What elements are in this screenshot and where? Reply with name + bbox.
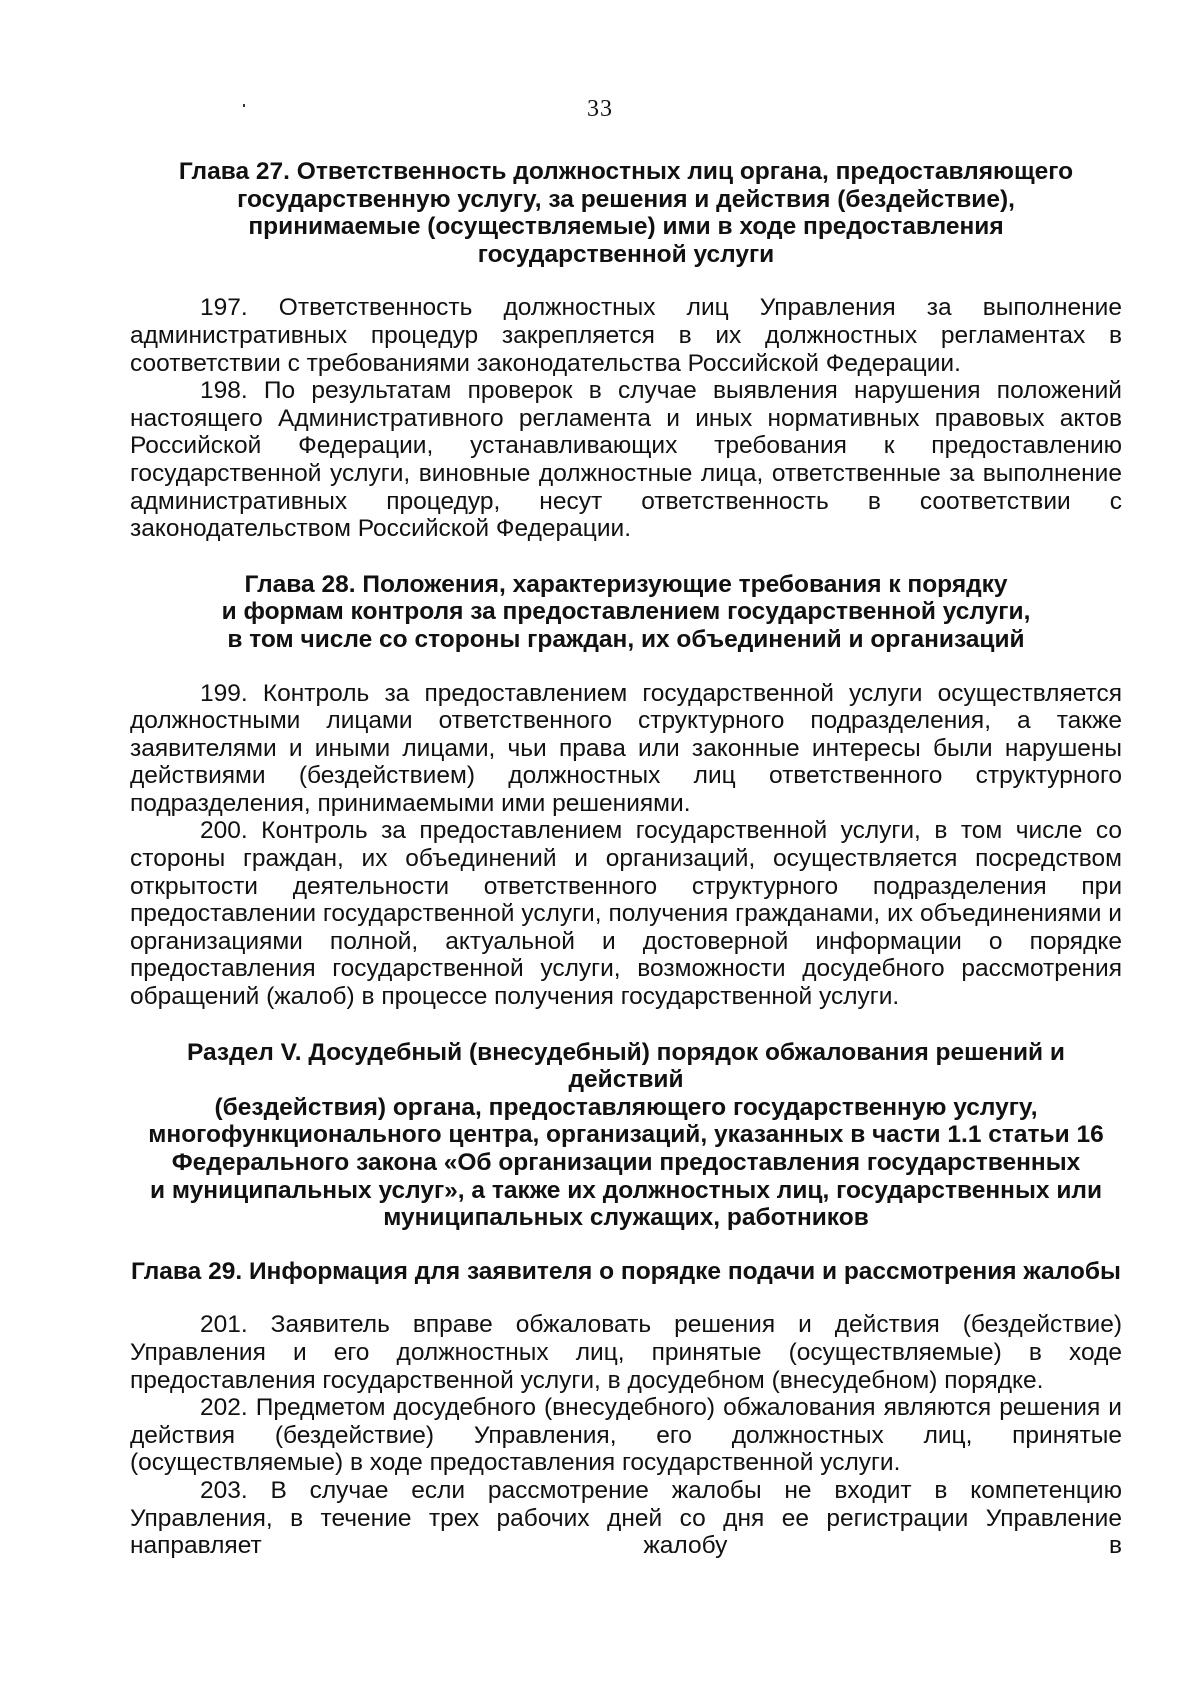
chapter-29-heading <box>130 1258 1122 1286</box>
page-number: 33 <box>587 96 613 122</box>
paragraph-198: 198. По результатам проверок в случае выявления нарушения положений настоящего Административного регламента и иных нормативных правовых актов Российской Федерации, устанавливающих требования к предоставлению государственной услуги, виновные должностные лица, ответственные за выполнение административных процедур, несут ответственность в соответствии с законодательством Российской Федерации. <box>130 377 1122 543</box>
document-body <box>130 158 1122 1560</box>
heading-line: Федерального закона «Об организации предоставления государственных <box>171 1149 1081 1176</box>
paragraph-197: 197. Ответственность должностных лиц Управления за выполнение административных процедур закрепляется в их должностных регламентах в соответствии с требованиями законодательства Российской Федерации. <box>130 294 1122 377</box>
paragraph-201: 201. Заявитель вправе обжаловать решения и действия (бездействие) Управления и его должностных лиц, принятые (осуществляемые) в ходе предоставления государственной услуги, в досудебном (внесудебном) порядке. <box>130 1311 1122 1394</box>
heading-line: Глава 29. Информация для заявителя о порядке подачи и рассмотрения жалобы <box>131 1257 1121 1285</box>
chapter-27-heading <box>130 158 1122 268</box>
heading-line: государственную услугу, за решения и действия (бездействие), <box>237 185 1015 213</box>
heading-line: (бездействия) органа, предоставляющего государственную услугу, <box>214 1093 1038 1121</box>
heading-line: Глава 28. Положения, характеризующие требования к порядку <box>244 570 1008 598</box>
chapter-28-heading <box>130 571 1122 654</box>
heading-line: в том числе со стороны граждан, их объединений и организаций <box>227 625 1025 653</box>
heading-line: многофункционального центра, организаций, указанных в части 1.1 статьи 16 <box>148 1121 1104 1149</box>
paragraph-203: 203. В случае если рассмотрение жалобы не входит в компетенцию Управления, в течение трех рабочих дней со дня ее регистрации Управление направляет жалобу в <box>130 1476 1122 1560</box>
heading-line: и муниципальных услуг», а также их должностных лиц, государственных или <box>149 1176 1103 1204</box>
paragraph-199: 199. Контроль за предоставлением государственной услуги осуществляется должностными лицами ответственного структурного подразделения, а также заявителями и иными лицами, чьи права или законные интересы были нарушены действиями (бездействием) должностных лиц ответственного структурного подразделения, принимаемыми ими решениями. <box>130 679 1122 817</box>
paragraph-202: 202. Предметом досудебного (внесудебного) обжалования являются решения и действия (бездействие) Управления, его должностных лиц, принятые (осуществляемые) в ходе предоставления государственной услуги. <box>130 1394 1122 1477</box>
heading-line: государственной услуги <box>477 240 775 268</box>
heading-line: Раздел V. Досудебный (внесудебный) порядок обжалования решений и действий <box>186 1038 1065 1094</box>
heading-line: и формам контроля за предоставлением государственной услуги, <box>221 598 1031 626</box>
heading-line: Глава 27. Ответственность должностных лиц органа, предоставляющего <box>178 158 1074 185</box>
heading-line: муниципальных служащих, работников <box>383 1204 869 1232</box>
heading-line: принимаемые (осуществляемые) ими в ходе предоставления <box>248 213 1004 241</box>
paragraph-200: 200. Контроль за предоставлением государственной услуги, в том числе со стороны граждан, их объединений и организаций, осуществляется посредством открытости деятельности ответственного структурного подразделения при предоставлении государственной услуги, получения гражданами, их объединениями и организациями полной, актуальной и достоверной информации о порядке предоставления государственной услуги, возможности досудебного рассмотрения обращений (жалоб) в процессе получения государственной услуги. <box>130 817 1122 1011</box>
section-5-heading <box>130 1039 1122 1232</box>
